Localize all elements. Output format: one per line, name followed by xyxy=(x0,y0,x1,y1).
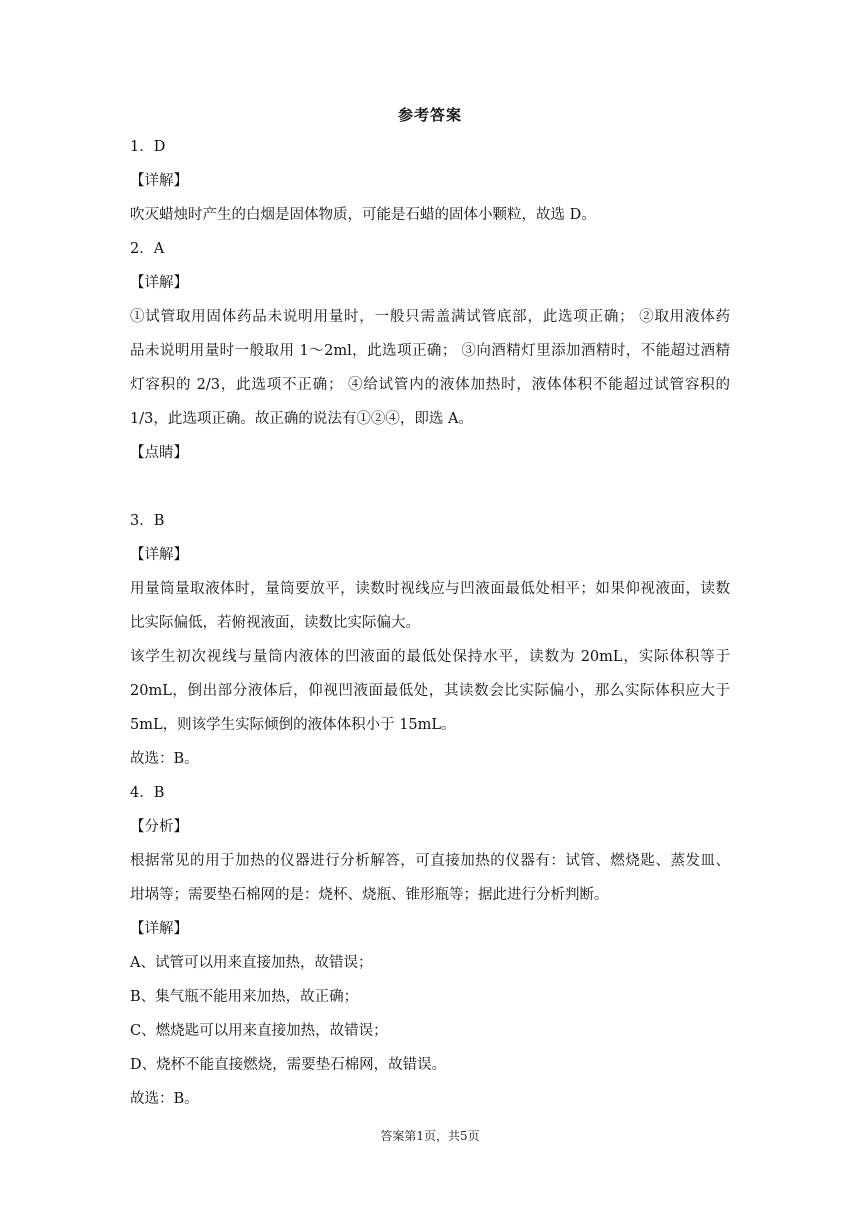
q4-text-line: 故选：B。 xyxy=(130,1091,199,1107)
q4-text-line: B、集气瓶不能用来加热，故正确； xyxy=(130,989,359,1005)
blank-spacer xyxy=(130,470,730,504)
q4-text-line: A、试管可以用来直接加热，故错误； xyxy=(130,955,373,971)
q2-text-line: 灯容积的 2/3，此选项不正确； ④给试管内的液体加热时，液体体积不能超过试管容积的 xyxy=(130,377,730,393)
page-footer: 答案第1页，共5页 xyxy=(380,1129,480,1143)
q1-detail-heading: 【详解】 xyxy=(130,173,188,189)
q4-analysis-heading: 【分析】 xyxy=(130,819,188,835)
q3-text-line: 故选：B。 xyxy=(130,751,199,767)
q2-text-line: ①试管取用固体药品未说明用量时，一般只需盖满试管底部，此选项正确； ②取用液体药 xyxy=(130,309,730,325)
q3-text-line: 用量筒量取液体时，量筒要放平，读数时视线应与凹液面最低处相平；如果仰视液面，读数 xyxy=(130,581,730,597)
q3-text-line: 5mL，则该学生实际倾倒的液体体积小于 15mL。 xyxy=(130,717,456,733)
q3-detail-heading: 【详解】 xyxy=(130,547,188,563)
q3-text-line: 20mL，倒出部分液体后，仰视凹液面最低处，其读数会比实际偏小，那么实际体积应大于 xyxy=(130,683,730,699)
q4-number: 4．B xyxy=(130,785,165,801)
q4-detail-heading: 【详解】 xyxy=(130,921,188,937)
q4-analysis-line: 坩埚等；需要垫石棉网的是：烧杯、烧瓶、锥形瓶等；据此进行分析判断。 xyxy=(130,887,609,903)
q3-text-line: 比实际偏低，若俯视液面，读数比实际偏大。 xyxy=(130,615,420,631)
q4-text-line: C、燃烧匙可以用来直接加热，故错误； xyxy=(130,1023,388,1039)
page-title: 参考答案 xyxy=(397,106,462,124)
q2-number: 2．A xyxy=(130,241,165,257)
answer-content xyxy=(130,130,730,1116)
q2-text-line: 品未说明用量时一般取用 1～2ml，此选项正确； ③向酒精灯里添加酒精时，不能超过酒精 xyxy=(130,343,730,359)
q2-text-line: 1/3，此选项正确。故正确的说法有①②④，即选 A。 xyxy=(130,411,473,427)
q2-note-heading: 【点睛】 xyxy=(130,445,188,461)
q1-number: 1．D xyxy=(130,139,166,155)
q3-text-line: 该学生初次视线与量筒内液体的凹液面的最低处保持水平，读数为 20mL，实际体积等于 xyxy=(130,649,730,665)
q4-analysis-line: 根据常见的用于加热的仪器进行分析解答，可直接加热的仪器有：试管、燃烧匙、蒸发皿、 xyxy=(130,853,730,869)
q3-number: 3．B xyxy=(130,513,165,529)
q1-text: 吹灭蜡烛时产生的白烟是固体物质，可能是石蜡的固体小颗粒，故选 D。 xyxy=(130,207,596,223)
q2-detail-heading: 【详解】 xyxy=(130,275,188,291)
q4-text-line: D、烧杯不能直接燃烧，需要垫石棉网，故错误。 xyxy=(130,1057,447,1073)
